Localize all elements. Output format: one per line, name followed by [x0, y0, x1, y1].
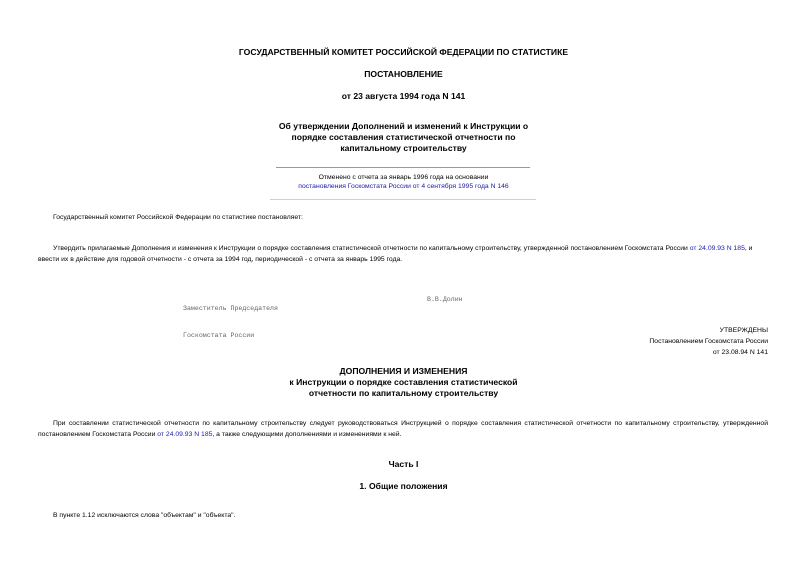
supplement-title-line: ДОПОЛНЕНИЯ И ИЗМЕНЕНИЯ: [339, 366, 468, 376]
supplement-title-line: к Инструкции о порядке составления статистической: [289, 377, 518, 387]
committee-heading: ГОСУДАРСТВЕННЫЙ КОМИТЕТ РОССИЙСКОЙ ФЕДЕРАЦИИ ПО СТАТИСТИКЕ: [238, 47, 569, 57]
approval-line: УТВЕРЖДЕНЫ: [719, 327, 768, 334]
signature-position-line: Заместитель Председателя: [183, 305, 278, 312]
supplement-intro-paragraph: [38, 418, 768, 440]
resolution-text: , и ввести их в действие для годовой отчетности - с отчета за 1994 год, периодической - с отчета за январь 1995 года.: [38, 245, 753, 263]
preamble-paragraph: Государственный комитет Российской Федерации по статистике постановляет:: [53, 214, 303, 221]
supplement-intro-text: , а также следующими дополнениями и изменениями к ней.: [212, 431, 402, 438]
clause-paragraph: В пункте 1.12 исключаются слова "объектам" и "объекта".: [53, 512, 236, 519]
signatory-name: В.В.Долин: [427, 296, 463, 303]
approval-stamp: [649, 325, 768, 358]
decree-185-link[interactable]: от 24.09.93 N 185: [689, 245, 745, 252]
revocation-decree-link[interactable]: постановления Госкомстата России от 4 сентября 1995 года N 146: [298, 183, 509, 190]
doc-type-heading: ПОСТАНОВЛЕНИЕ: [364, 69, 443, 79]
approval-line: Постановлением Госкомстата России: [649, 338, 768, 345]
approval-line: от 23.08.94 N 141: [712, 349, 768, 356]
doc-date-heading: от 23 августа 1994 года N 141: [341, 91, 466, 101]
resolution-paragraph: [38, 243, 768, 265]
document-title: [0, 121, 807, 154]
supplement-title-line: отчетности по капитальному строительству: [308, 388, 499, 398]
document-title-line: порядке составления статистической отчетности по: [291, 132, 516, 142]
notice-top-divider: [276, 167, 530, 168]
signature-position-line: Госкомстата России: [183, 332, 255, 339]
part-heading: Часть I: [388, 459, 419, 469]
notice-bottom-divider: [270, 199, 536, 200]
revocation-notice-link-wrap: [0, 183, 807, 190]
decree-185-link-2[interactable]: от 24.09.93 N 185: [157, 431, 213, 438]
resolution-text: Утвердить прилагаемые Дополнения и изменения к Инструкции о порядке составления статистической отчетности по капитальному строительству, утвержденной постановлением Госкомстата России: [53, 245, 690, 252]
section-heading: 1. Общие положения: [359, 481, 448, 491]
revocation-notice: Отменено с отчета за январь 1996 года на основании: [318, 174, 489, 181]
supplement-intro-text: При составлении статистической отчетности по капитальному строительству следует руководствоваться Инструкцией о порядке составления статистической отчетности по капитальному строительству, утвержденной постановлением Госкомстата России: [38, 420, 768, 438]
signature-position: [183, 286, 278, 349]
document-title-line: Об утверждении Дополнений и изменений к Инструкции о: [278, 121, 529, 131]
supplement-title: [0, 366, 807, 399]
document-title-line: капитальному строительству: [340, 143, 467, 153]
